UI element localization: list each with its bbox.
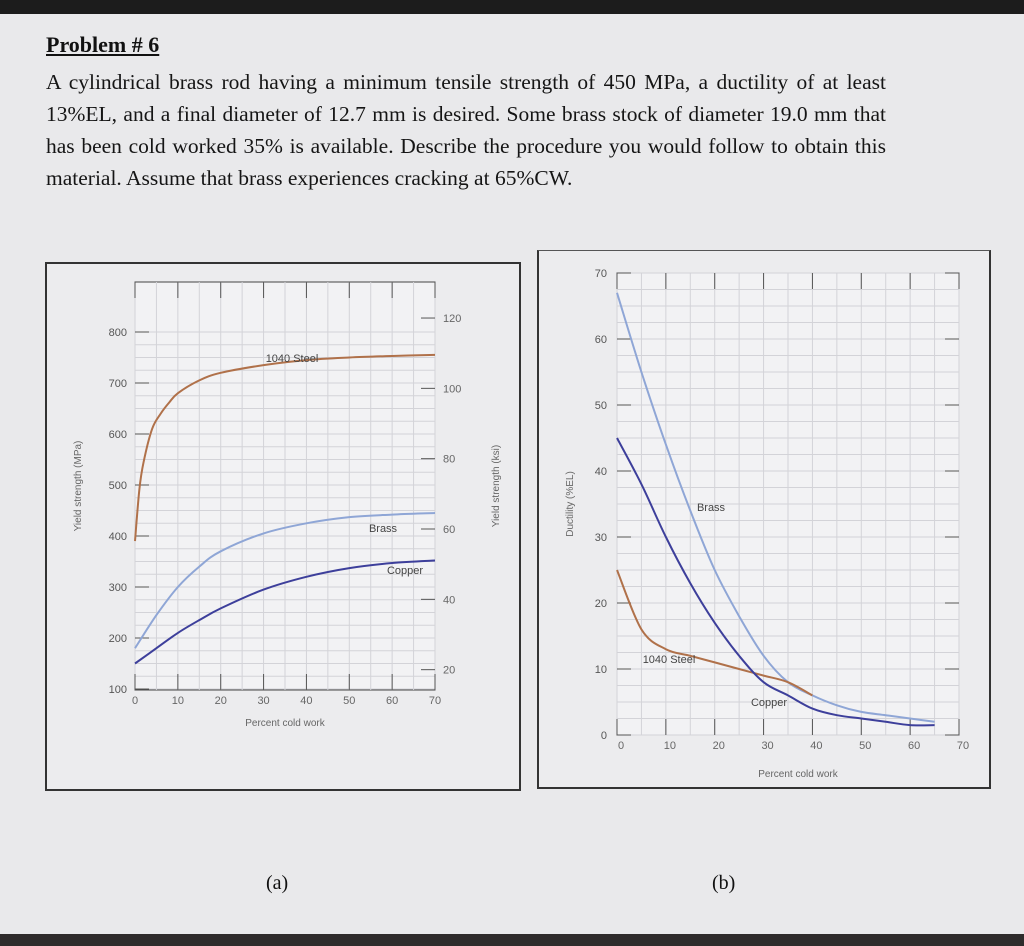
caption-a: (a) xyxy=(266,872,289,894)
y-tick-label: 300 xyxy=(108,582,127,594)
series-label: 1040 Steel xyxy=(642,654,696,666)
x-tick-label: 40 xyxy=(300,695,313,707)
series-label: Brass xyxy=(368,523,398,535)
y-tick-label-right: 80 xyxy=(443,453,456,466)
chart-panel-b xyxy=(537,250,991,789)
x-tick-label: 0 xyxy=(617,740,625,752)
y-axis-label-right: Yield strength (ksi) xyxy=(491,444,502,528)
y-tick-label: 40 xyxy=(594,466,607,478)
x-tick-label: 40 xyxy=(810,740,823,752)
y-tick-label: 100 xyxy=(108,684,127,696)
yield-strength-chart xyxy=(47,264,519,789)
y-tick-label: 0 xyxy=(600,730,607,742)
series-label: Copper xyxy=(386,565,424,577)
y-tick-label: 200 xyxy=(108,633,127,645)
y-tick-label-right: 20 xyxy=(443,664,456,677)
x-axis-label: Percent cold work xyxy=(758,769,838,780)
caption-b: (b) xyxy=(712,872,736,894)
series-label: 1040 Steel xyxy=(265,353,319,365)
x-tick-label: 20 xyxy=(712,740,725,752)
chart-panel-a xyxy=(45,262,521,791)
y-tick-label: 800 xyxy=(108,327,127,339)
y-tick-label: 50 xyxy=(594,400,607,412)
ductility-chart xyxy=(539,251,989,787)
y-tick-label: 30 xyxy=(594,532,607,544)
y-tick-label: 20 xyxy=(594,598,607,610)
y-tick-label: 60 xyxy=(594,334,607,346)
series-label: Brass xyxy=(696,502,726,514)
x-tick-label: 70 xyxy=(956,740,970,752)
problem-title: Problem # 6 xyxy=(46,32,160,57)
bottom-bar xyxy=(0,934,1024,946)
x-tick-label: 10 xyxy=(663,740,676,752)
top-bar xyxy=(0,0,1024,14)
x-tick-label: 50 xyxy=(859,740,872,752)
x-tick-label: 20 xyxy=(214,695,227,707)
y-tick-label-right: 40 xyxy=(443,594,456,607)
x-axis-label: Percent cold work xyxy=(245,718,325,729)
y-axis-label: Ductility (%EL) xyxy=(565,471,576,537)
y-tick-label: 10 xyxy=(594,664,607,676)
series-label: Copper xyxy=(750,697,788,709)
y-tick-label-right: 120 xyxy=(443,313,462,326)
y-axis-label: Yield strength (MPa) xyxy=(73,440,84,532)
x-tick-label: 60 xyxy=(386,695,399,707)
x-tick-label: 50 xyxy=(343,695,356,707)
y-tick-label-right: 60 xyxy=(443,524,456,537)
y-tick-label: 400 xyxy=(108,531,127,543)
problem-statement: A cylindrical brass rod having a minimum tensile strength of 450 MPa, a ductility of at least 13%EL, and a final diameter of 12.7 mm is desired. Some brass stock of diameter 19.0 mm that has been cold worked 35% is available. Describe the procedure you would follow to obtain this material. Assume that brass experiences cracking at 65%CW. xyxy=(46,70,886,190)
x-tick-label: 30 xyxy=(761,740,774,752)
y-tick-label: 600 xyxy=(108,429,127,441)
y-tick-label: 500 xyxy=(108,480,127,492)
x-tick-label: 60 xyxy=(908,740,921,752)
y-tick-label-right: 100 xyxy=(443,383,462,396)
x-tick-label: 0 xyxy=(131,695,139,707)
x-tick-label: 30 xyxy=(257,695,270,707)
x-tick-label: 70 xyxy=(428,695,442,707)
x-tick-label: 10 xyxy=(171,695,184,707)
y-tick-label: 70 xyxy=(594,268,607,280)
y-tick-label: 700 xyxy=(108,378,127,390)
